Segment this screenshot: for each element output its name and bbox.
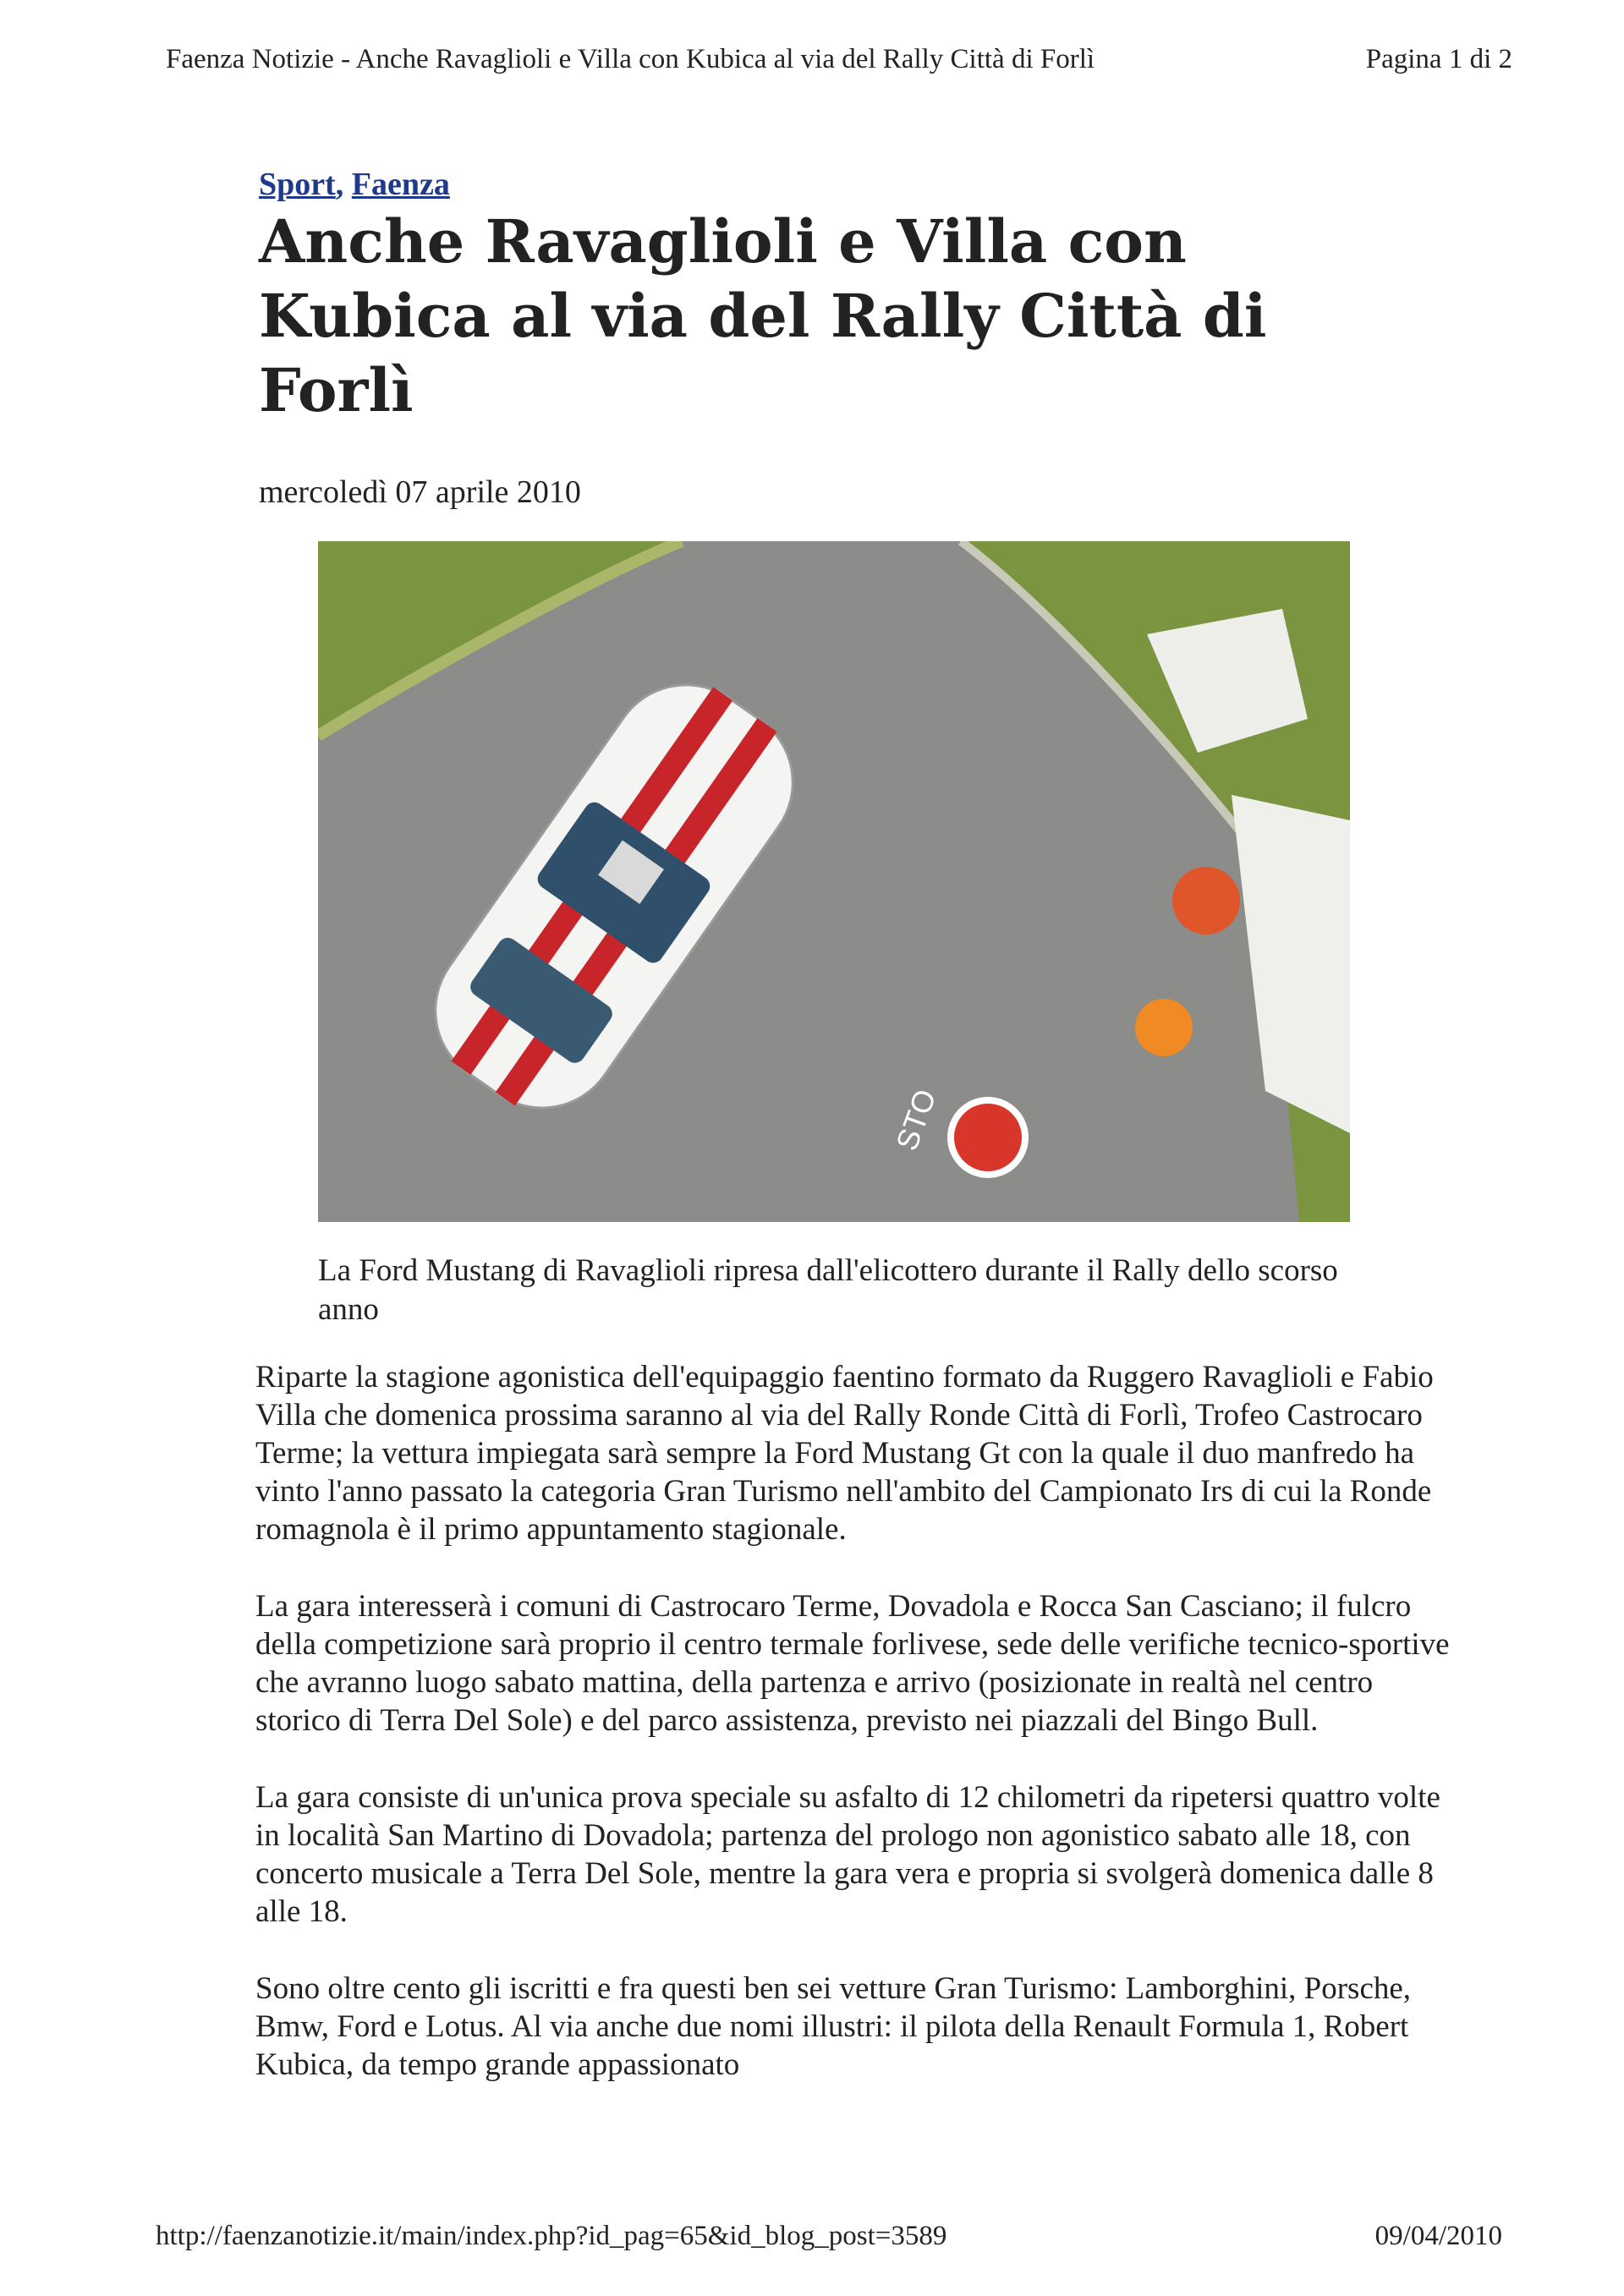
- category-link-sport[interactable]: Sport: [259, 167, 336, 202]
- stop-sign: [951, 1100, 1025, 1175]
- article-paragraph: Sono oltre cento gli iscritti e fra questi ben sei vetture Gran Turismo: Lamborghini, Porsche, Bmw, Ford e Lotus. Al via anche due nomi illustri: il pilota della Renault Formula 1, Robert Kubica, da tempo grande appassionato: [255, 1971, 1412, 2082]
- image-caption: La Ford Mustang di Ravaglioli ripresa dall'elicottero durante il Rally dello scorso anno: [318, 1253, 1338, 1327]
- marshal-orange-vest: [1135, 999, 1193, 1056]
- category-separator: ,: [335, 167, 344, 202]
- print-page-number: Pagina 1 di 2: [1365, 44, 1512, 74]
- print-header-title: Faenza Notizie - Anche Ravaglioli e Villa con Kubica al via del Rally Città di Forlì: [166, 44, 1095, 74]
- article-date: mercoledì 07 aprile 2010: [259, 474, 581, 510]
- article-paragraph: Riparte la stagione agonistica dell'equipaggio faentino formato da Ruggero Ravaglioli e Fabio Villa che domenica prossima saranno al via del Rally Ronde Città di Forlì, Trofeo Castrocaro Terme; la vettura impiegata sarà sempre la Ford Mustang Gt con la quale il duo manfredo ha vinto l'anno passato la categoria Gran Turismo nell'ambito del Campionato Irs di cui la Ronde romagnola è il primo appuntamento stagionale.: [255, 1360, 1434, 1547]
- article-paragraph: La gara consiste di un'unica prova speciale su asfalto di 12 chilometri da ripetersi quattro volte in località San Martino di Dovadola; partenza del prologo non agonistico sabato alle 18, con concerto musicale a Terra Del Sole, mentre la gara vera e propria si svolgerà domenica dalle 8 alle 18.: [255, 1780, 1440, 1929]
- article-body: [255, 1358, 1457, 2123]
- category-link-faenza[interactable]: Faenza: [351, 167, 450, 202]
- road-marking-stop: STO: [888, 1084, 943, 1155]
- article-photo: [318, 541, 1350, 1222]
- article-title: Anche Ravaglioli e Villa con Kubica al via del Rally Città di Forlì: [259, 206, 1267, 425]
- marshal-orange-jacket: [1172, 867, 1240, 934]
- article-paragraph: La gara interesserà i comuni di Castrocaro Terme, Dovadola e Rocca San Casciano; il fulcro della competizione sarà proprio il centro termale forlivese, sede delle verifiche tecnico-sportive che avranno luogo sabato mattina, della partenza e arrivo (posizionate in realtà nel centro storico di Terra Del Sole) e del parco assistenza, previsto nei piazzali del Bingo Bull.: [255, 1589, 1450, 1738]
- print-footer-date: 09/04/2010: [1374, 2221, 1502, 2251]
- print-footer-url: http://faenzanotizie.it/main/index.php?id_pag=65&id_blog_post=3589: [156, 2221, 947, 2251]
- category-links: [259, 166, 450, 203]
- rally-car-aerial-photo: [318, 541, 1350, 1222]
